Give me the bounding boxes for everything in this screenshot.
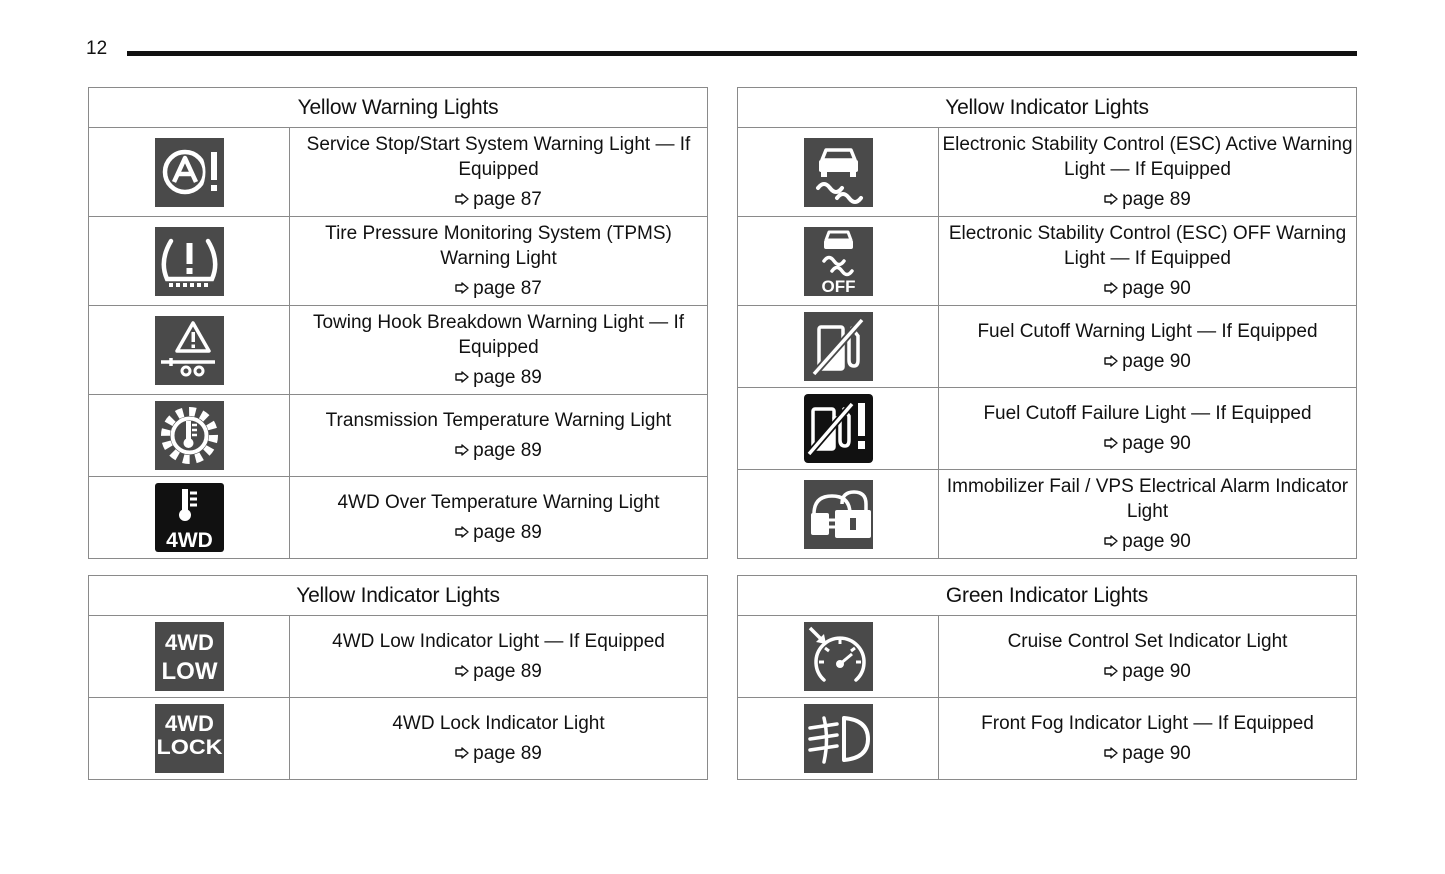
page-reference[interactable] xyxy=(939,431,1356,456)
yellow-indicator-lights-table xyxy=(737,87,1357,559)
table-row xyxy=(89,698,708,780)
light-description: 4WD Lock Indicator Light xyxy=(392,713,605,734)
4wd-low-icon xyxy=(155,622,224,691)
table-title: Green Indicator Lights xyxy=(738,576,1357,616)
4wd-temp-icon xyxy=(155,483,224,552)
page-reference-text: page 89 xyxy=(473,522,542,543)
table-row xyxy=(89,128,708,217)
page-number: 12 xyxy=(86,38,108,59)
light-description: Electronic Stability Control (ESC) Active Warning Light — If Equipped xyxy=(942,134,1353,180)
table-title: Yellow Warning Lights xyxy=(89,88,708,128)
green-indicator-lights-table xyxy=(737,575,1357,780)
page-reference-text: page 90 xyxy=(1122,278,1191,299)
light-description: Front Fog Indicator Light — If Equipped xyxy=(981,713,1314,734)
light-description: Tire Pressure Monitoring System (TPMS) Warning Light xyxy=(325,223,672,269)
page-arrow-icon xyxy=(1104,665,1118,677)
front-fog-icon xyxy=(804,704,873,773)
icon-label: 4WD xyxy=(164,711,214,736)
light-description: Service Stop/Start System Warning Light — If Equipped xyxy=(306,134,691,180)
page-reference[interactable] xyxy=(939,276,1356,301)
page-reference[interactable] xyxy=(939,349,1356,374)
light-description: 4WD Over Temperature Warning Light xyxy=(337,492,660,513)
light-description: Towing Hook Breakdown Warning Light — If Equipped xyxy=(312,312,685,358)
page-reference-text: page 90 xyxy=(1122,743,1191,764)
table-row xyxy=(89,616,708,698)
fuel-cutoff-failure-icon xyxy=(804,394,873,463)
page-reference-text: page 87 xyxy=(473,189,542,210)
table-row xyxy=(89,395,708,477)
light-description: Fuel Cutoff Failure Light — If Equipped xyxy=(983,403,1312,424)
esc-off-icon xyxy=(804,227,873,296)
page-arrow-icon xyxy=(455,665,469,677)
transmission-temp-icon xyxy=(155,401,224,470)
page-arrow-icon xyxy=(1104,282,1118,294)
page-reference-text: page 90 xyxy=(1122,433,1191,454)
table-row xyxy=(738,616,1357,698)
page-reference[interactable] xyxy=(290,276,707,301)
page-reference[interactable] xyxy=(290,520,707,545)
cruise-set-icon xyxy=(804,622,873,691)
yellow-warning-lights-table xyxy=(88,87,708,559)
table-row xyxy=(738,698,1357,780)
immobilizer-icon xyxy=(804,480,873,549)
table-row xyxy=(738,388,1357,470)
page-reference[interactable] xyxy=(290,659,707,684)
page-reference-text: page 89 xyxy=(473,743,542,764)
page-reference[interactable] xyxy=(290,365,707,390)
light-description: Fuel Cutoff Warning Light — If Equipped xyxy=(977,321,1318,342)
table-row xyxy=(89,217,708,306)
tpms-icon xyxy=(155,227,224,296)
page-arrow-icon xyxy=(455,444,469,456)
page-reference-text: page 89 xyxy=(473,367,542,388)
page-reference-text: page 89 xyxy=(473,440,542,461)
table-row xyxy=(738,128,1357,217)
page-arrow-icon xyxy=(1104,193,1118,205)
fuel-cutoff-icon xyxy=(804,312,873,381)
4wd-lock-icon xyxy=(155,704,224,773)
towing-hook-icon xyxy=(155,316,224,385)
icon-label: OFF xyxy=(821,276,855,296)
page-reference-text: page 89 xyxy=(1122,189,1191,210)
table-row xyxy=(89,306,708,395)
page-arrow-icon xyxy=(455,371,469,383)
light-description: 4WD Low Indicator Light — If Equipped xyxy=(332,631,665,652)
table-title: Yellow Indicator Lights xyxy=(738,88,1357,128)
icon-label: LOW xyxy=(161,658,217,685)
header-rule xyxy=(127,51,1357,56)
light-description: Electronic Stability Control (ESC) OFF Warning Light — If Equipped xyxy=(948,223,1347,269)
table-row xyxy=(738,217,1357,306)
esc-active-icon xyxy=(804,138,873,207)
icon-label: 4WD xyxy=(164,630,214,655)
page-arrow-icon xyxy=(1104,747,1118,759)
page-reference-text: page 87 xyxy=(473,278,542,299)
page-arrow-icon xyxy=(455,282,469,294)
light-description: Immobilizer Fail / VPS Electrical Alarm Indicator Light xyxy=(946,476,1349,522)
page-reference[interactable] xyxy=(939,659,1356,684)
page-reference[interactable] xyxy=(290,187,707,212)
table-title: Yellow Indicator Lights xyxy=(89,576,708,616)
page-reference[interactable] xyxy=(939,529,1356,554)
auto-stop-warning-icon xyxy=(155,138,224,207)
icon-label: 4WD xyxy=(165,529,213,552)
yellow-indicator-lights-table-2 xyxy=(88,575,708,780)
light-description: Transmission Temperature Warning Light xyxy=(325,410,672,431)
table-row xyxy=(89,477,708,559)
page-arrow-icon xyxy=(1104,437,1118,449)
page-reference-text: page 89 xyxy=(473,661,542,682)
light-description: Cruise Control Set Indicator Light xyxy=(1007,631,1288,652)
page-reference[interactable] xyxy=(939,187,1356,212)
page-reference-text: page 90 xyxy=(1122,531,1191,552)
page-arrow-icon xyxy=(1104,535,1118,547)
page-reference[interactable] xyxy=(939,741,1356,766)
page-reference-text: page 90 xyxy=(1122,351,1191,372)
icon-label: LOCK xyxy=(156,736,222,759)
table-row xyxy=(738,306,1357,388)
table-row xyxy=(738,470,1357,559)
page-arrow-icon xyxy=(455,526,469,538)
page-arrow-icon xyxy=(455,193,469,205)
page-arrow-icon xyxy=(1104,355,1118,367)
page-arrow-icon xyxy=(455,747,469,759)
page-reference-text: page 90 xyxy=(1122,661,1191,682)
page-reference[interactable] xyxy=(290,741,707,766)
page-reference[interactable] xyxy=(290,438,707,463)
